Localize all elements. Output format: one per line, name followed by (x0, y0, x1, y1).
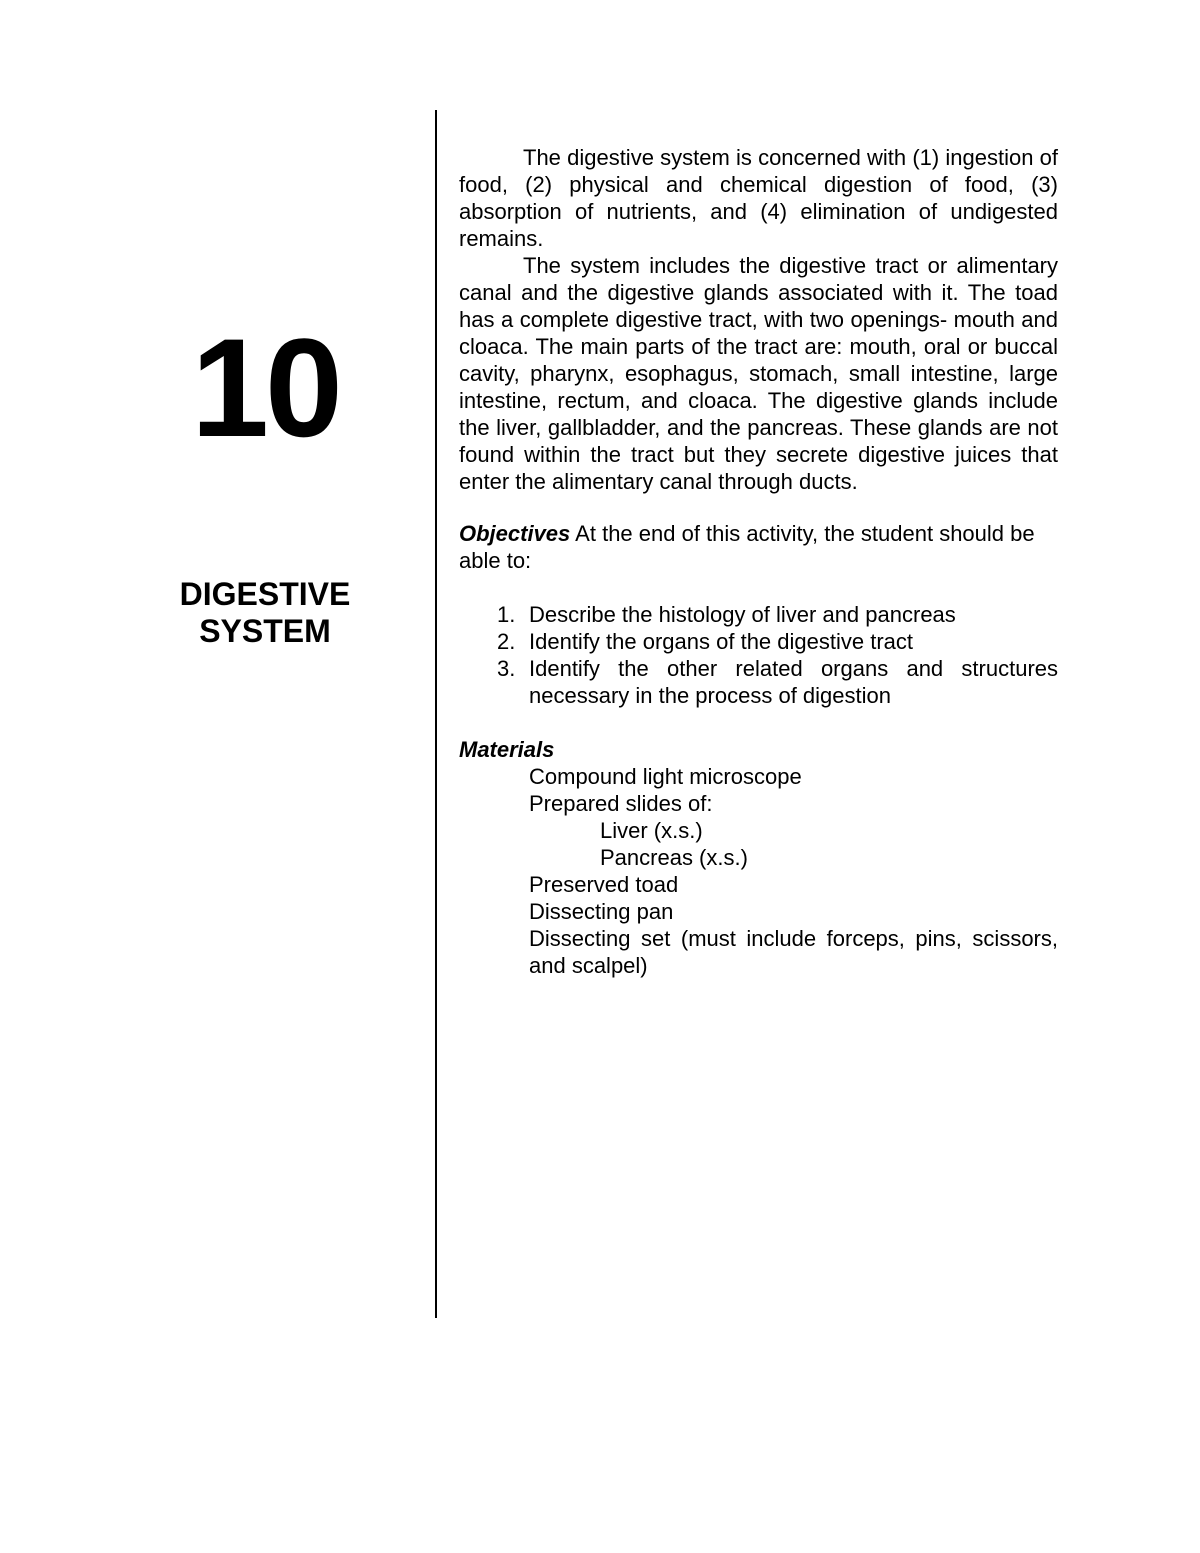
objectives-heading: Objectives (459, 521, 571, 546)
objective-number: 3. (497, 656, 516, 681)
intro-paragraph-1: The digestive system is concerned with (1) ingestion of food, (2) physical and chemical digestion of food, (3) absorption of nutrients, and (4) elimination of undigested remains. (459, 145, 1058, 251)
material-item: Dissecting pan (529, 899, 674, 924)
intro-paragraph-2: The system includes the digestive tract or alimentary canal and the digestive glands associated with it. The toad has a complete digestive tract, with two openings- mouth and cloaca. The main parts of the tract are: mouth, oral or buccal cavity, pharynx, esophagus, stomach, small intestine, large intestine, rectum, and cloaca. The digestive glands include the liver, gallbladder, and the pancreas. These glands are not found within the tract but they secrete digestive juices that enter the alimentary canal through ducts. (459, 253, 1058, 494)
objective-text: Identify the organs of the digestive tract (529, 629, 914, 654)
objectives-lead: At the end of this activity, the student should be able to: (459, 521, 1035, 573)
materials-heading: Materials (459, 737, 555, 762)
objective-item (459, 628, 1058, 655)
material-subitem: Pancreas (x.s.) (600, 845, 748, 870)
objectives-intro (459, 520, 1058, 574)
chapter-title-line2: SYSTEM (199, 613, 331, 649)
vertical-divider (435, 110, 437, 1318)
objective-text: Identify the other related organs and structures necessary in the process of digestion (529, 656, 1058, 708)
material-subitem: Liver (x.s.) (600, 818, 703, 843)
objective-item (459, 601, 1058, 628)
main-content (459, 144, 1058, 979)
objective-number: 1. (497, 602, 516, 627)
chapter-title (150, 576, 380, 650)
objective-number: 2. (497, 629, 516, 654)
objective-item (459, 655, 1058, 709)
chapter-title-line1: DIGESTIVE (179, 576, 351, 612)
objectives-list (459, 601, 1058, 709)
material-item: Prepared slides of: (529, 791, 713, 816)
materials-list (459, 763, 1058, 979)
material-item: Dissecting set (must include forceps, pins, scissors, and scalpel) (529, 926, 1058, 978)
chapter-number: 10 (191, 309, 339, 466)
material-item: Preserved toad (529, 872, 679, 897)
objective-text: Describe the histology of liver and pancreas (529, 602, 956, 627)
material-item: Compound light microscope (529, 764, 802, 789)
